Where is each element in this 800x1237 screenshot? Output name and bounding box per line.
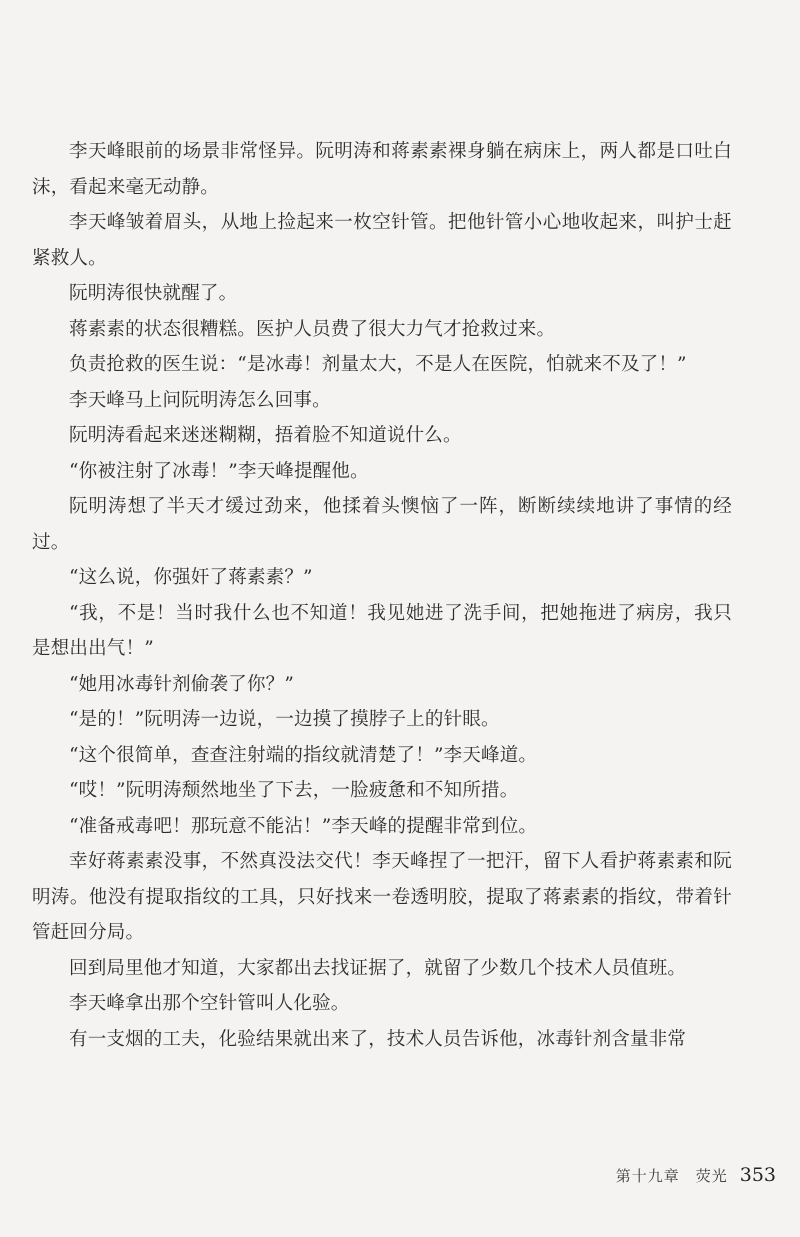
paragraph: 李天峰眼前的场景非常怪异。阮明涛和蒋素素裸身躺在病床上，两人都是口吐白沫，看起来毫无动静。 [32, 141, 732, 198]
paragraph: “你被注射了冰毒！”李天峰提醒他。 [69, 460, 369, 482]
paragraph: “她用冰毒针剂偷袭了你？” [69, 673, 295, 695]
paragraph: 回到局里他才知道，大家都出去找证据了，就留了少数几个技术人员值班。 [69, 957, 687, 979]
paragraph: “是的！”阮明涛一边说，一边摸了摸脖子上的针眼。 [69, 709, 500, 730]
page-footer [616, 1164, 776, 1186]
paragraph: 幸好蒋素素没事，不然真没法交代！李天峰捏了一把汗，留下人看护蒋素素和阮明涛。他没有提取指纹的工具，只好找来一卷透明胶，提取了蒋素素的指纹，带着针管赶回分局。 [32, 851, 732, 943]
paragraph: 李天峰拿出那个空针管叫人化验。 [69, 993, 350, 1014]
paragraph: “哎！”阮明涛颓然地坐了下去，一脸疲惫和不知所措。 [69, 780, 519, 801]
paragraph: “这个很简单，查查注射端的指纹就清楚了！”李天峰道。 [69, 744, 538, 766]
paragraph: “准备戒毒吧！那玩意不能沾！”李天峰的提醒非常到位。 [69, 815, 538, 837]
paragraph: 负责抢救的医生说：“是冰毒！剂量太大，不是人在医院，怕就来不及了！” [69, 354, 687, 375]
paragraph: 李天峰皱着眉头，从地上捡起来一枚空针管。把他针管小心地收起来，叫护士赶紧救人。 [32, 212, 732, 269]
page-number: 353 [739, 1164, 776, 1186]
paragraph: “这么说，你强奸了蒋素素？” [69, 567, 313, 588]
paragraph: 阮明涛看起来迷迷糊糊，捂着脸不知道说什么。 [69, 425, 462, 446]
paragraph: 阮明涛想了半天才缓过劲来，他揉着头懊恼了一阵，断断续续地讲了事情的经过。 [32, 496, 732, 553]
paragraph: 阮明涛很快就醒了。 [69, 283, 238, 304]
paragraph: “我，不是！当时我什么也不知道！我见她进了洗手间，把她拖进了病房，我只是想出出气！” [32, 602, 732, 659]
body-text [32, 134, 732, 1057]
paragraph: 有一支烟的工夫，化验结果就出来了，技术人员告诉他，冰毒针剂含量非常 [69, 1028, 687, 1050]
paragraph: 蒋素素的状态很糟糕。医护人员费了很大力气才抢救过来。 [69, 318, 556, 340]
paragraph: 李天峰马上问阮明涛怎么回事。 [69, 389, 331, 411]
chapter-title: 第十九章 荧光 [615, 1167, 728, 1185]
